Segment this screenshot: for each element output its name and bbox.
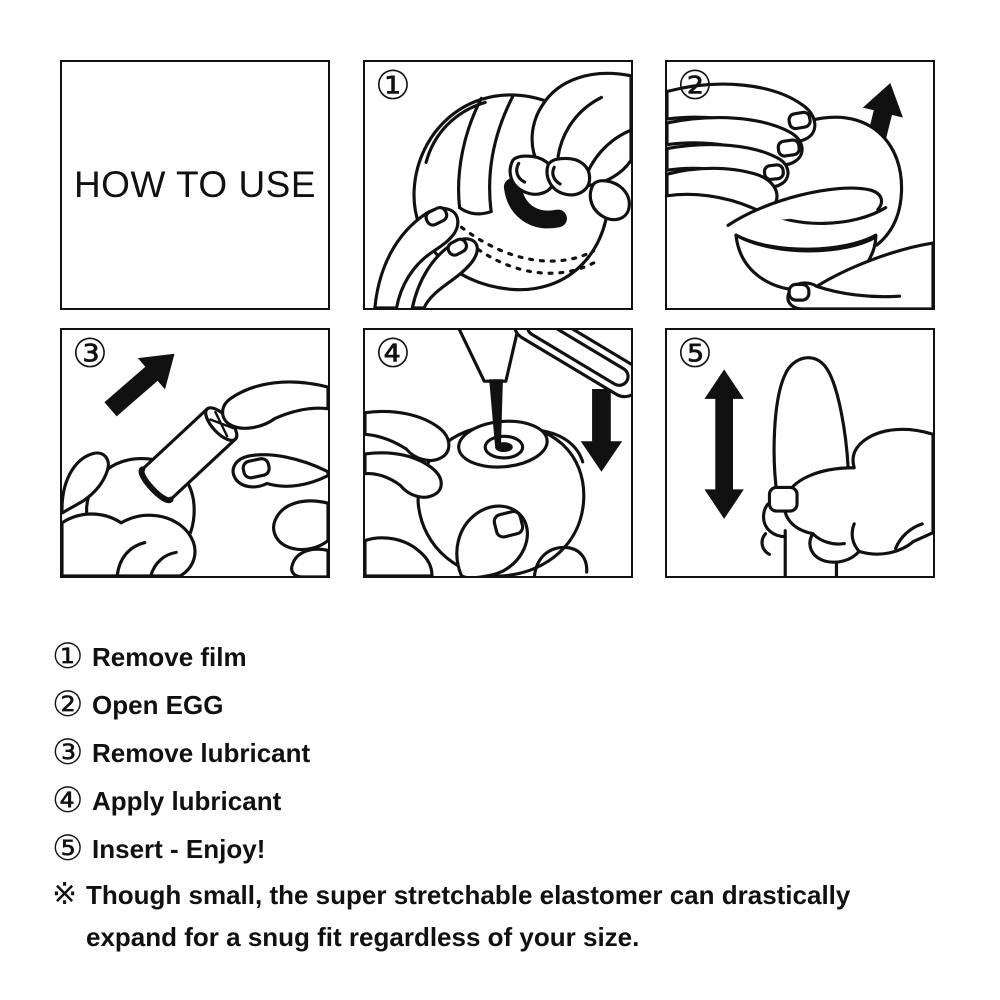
panel-number-4: ④: [375, 331, 411, 377]
step-marker: ②: [52, 684, 84, 725]
step-item-3: [52, 729, 310, 777]
step-item-4: [52, 777, 310, 825]
step-marker: ④: [52, 780, 84, 821]
step-label: Apply lubricant: [92, 785, 282, 816]
reference-mark: ※: [52, 877, 78, 912]
panel-remove-film: [363, 60, 633, 310]
step-marker: ⑤: [52, 828, 84, 869]
footnote: [52, 874, 962, 958]
title-panel: [60, 60, 330, 310]
step-item-5: [52, 825, 310, 873]
down-arrow-icon: [581, 389, 622, 472]
up-right-arrow-icon: [97, 338, 188, 425]
step-marker: ①: [52, 636, 84, 677]
panel-remove-lubricant: [60, 328, 330, 578]
step-list: [52, 633, 310, 873]
page-title: HOW TO USE: [73, 164, 317, 205]
step-label: Open EGG: [92, 689, 224, 720]
panel-apply-lubricant: [363, 328, 633, 578]
step-marker: ③: [52, 732, 84, 773]
panel-number-2: ②: [677, 63, 713, 109]
step-label: Insert - Enjoy!: [92, 833, 266, 864]
panel-number-1: ①: [375, 63, 411, 109]
step-item-1: [52, 633, 310, 681]
step-label: Remove lubricant: [92, 737, 311, 768]
panel-number-3: ③: [72, 331, 108, 377]
lubricant-pack: [508, 330, 631, 402]
step-label: Remove film: [92, 641, 247, 672]
footnote-line-1: Though small, the super stretchable elastomer can drastically: [86, 880, 851, 910]
footnote-text: [86, 874, 850, 958]
panel-number-5: ⑤: [677, 331, 713, 377]
step-item-2: [52, 681, 310, 729]
panel-open-egg: [665, 60, 935, 310]
up-down-arrow-icon: [704, 369, 743, 519]
panel-insert-enjoy: [665, 328, 935, 578]
footnote-line-2: expand for a snug fit regardless of your size.: [86, 922, 640, 952]
